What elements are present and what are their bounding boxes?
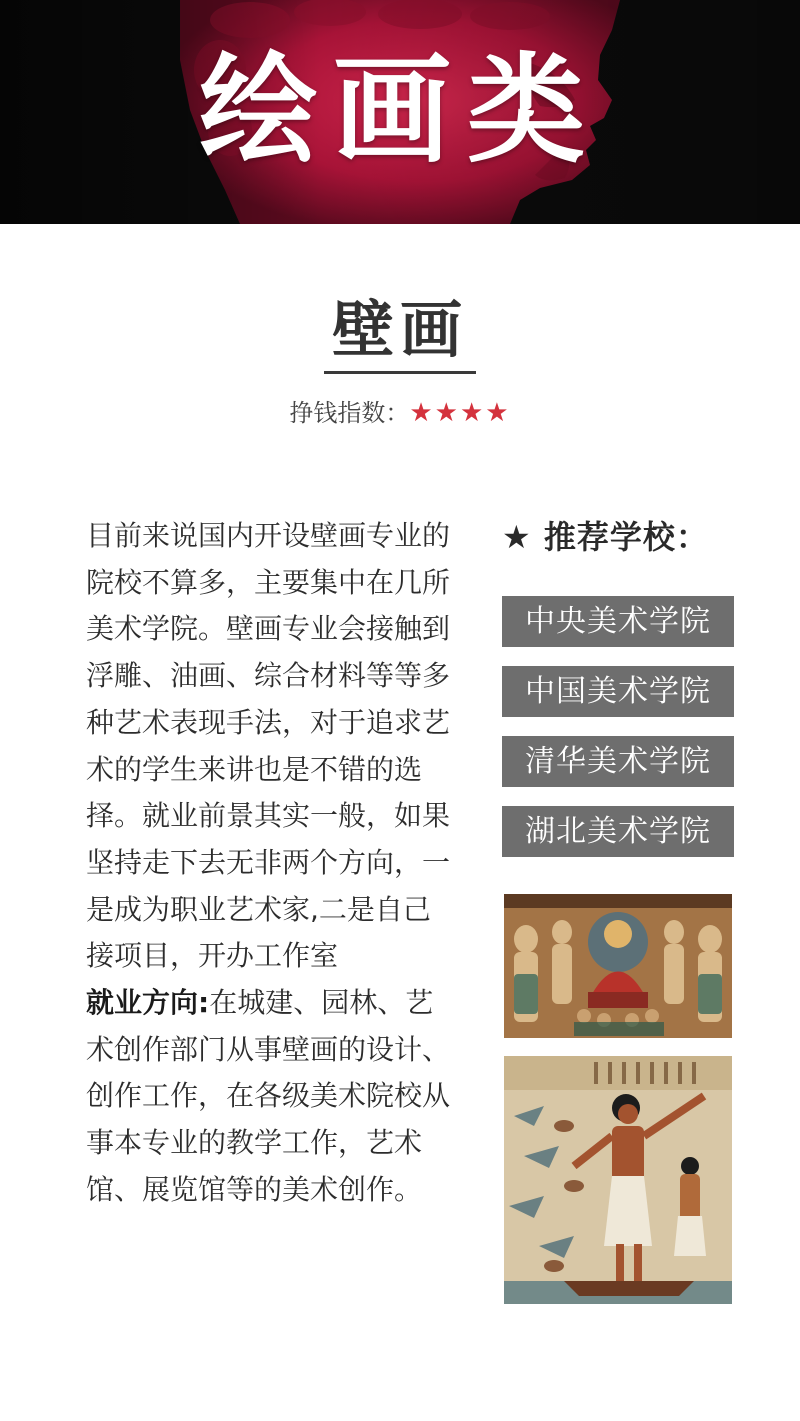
egyptian-mural-image <box>504 1056 732 1304</box>
income-rating <box>0 395 800 431</box>
rating-label: 挣钱指数： <box>289 399 410 427</box>
page-title: 壁画 <box>331 293 468 366</box>
major-description <box>86 513 458 1214</box>
header-banner <box>0 0 800 224</box>
career-paragraph <box>86 980 458 1214</box>
recommended-schools-heading: ★ 推荐学校： <box>502 518 709 556</box>
buddhist-mural-image <box>504 894 732 1038</box>
school-list <box>502 596 734 876</box>
description-paragraph: 目前来说国内开设壁画专业的院校不算多，主要集中在几所美术学院。壁画专业会接触到浮雕、油画、综合材料等等多种艺术表现手法，对于追求艺术的学生来讲也是不错的选择。就业前景其实一般，如果坚持走下去无非两个方向，一是成为职业艺术家,二是自己接项目，开办工作室 <box>86 519 451 973</box>
star-rating-icon: ★★★★ <box>409 398 511 428</box>
banner-title: 绘画类 <box>198 41 601 179</box>
school-badge: 清华美术学院 <box>502 736 734 787</box>
school-badge: 湖北美术学院 <box>502 806 734 857</box>
title-divider <box>324 371 476 374</box>
school-badge: 中央美术学院 <box>502 596 734 647</box>
career-text: 在城建、园林、艺术创作部门从事壁画的设计、创作工作，在各级美术院校从事本专业的教学工作，艺术馆、展览馆等的美术创作。 <box>86 986 451 1206</box>
career-label: 就业方向: <box>86 986 210 1020</box>
school-badge: 中国美术学院 <box>502 666 734 717</box>
